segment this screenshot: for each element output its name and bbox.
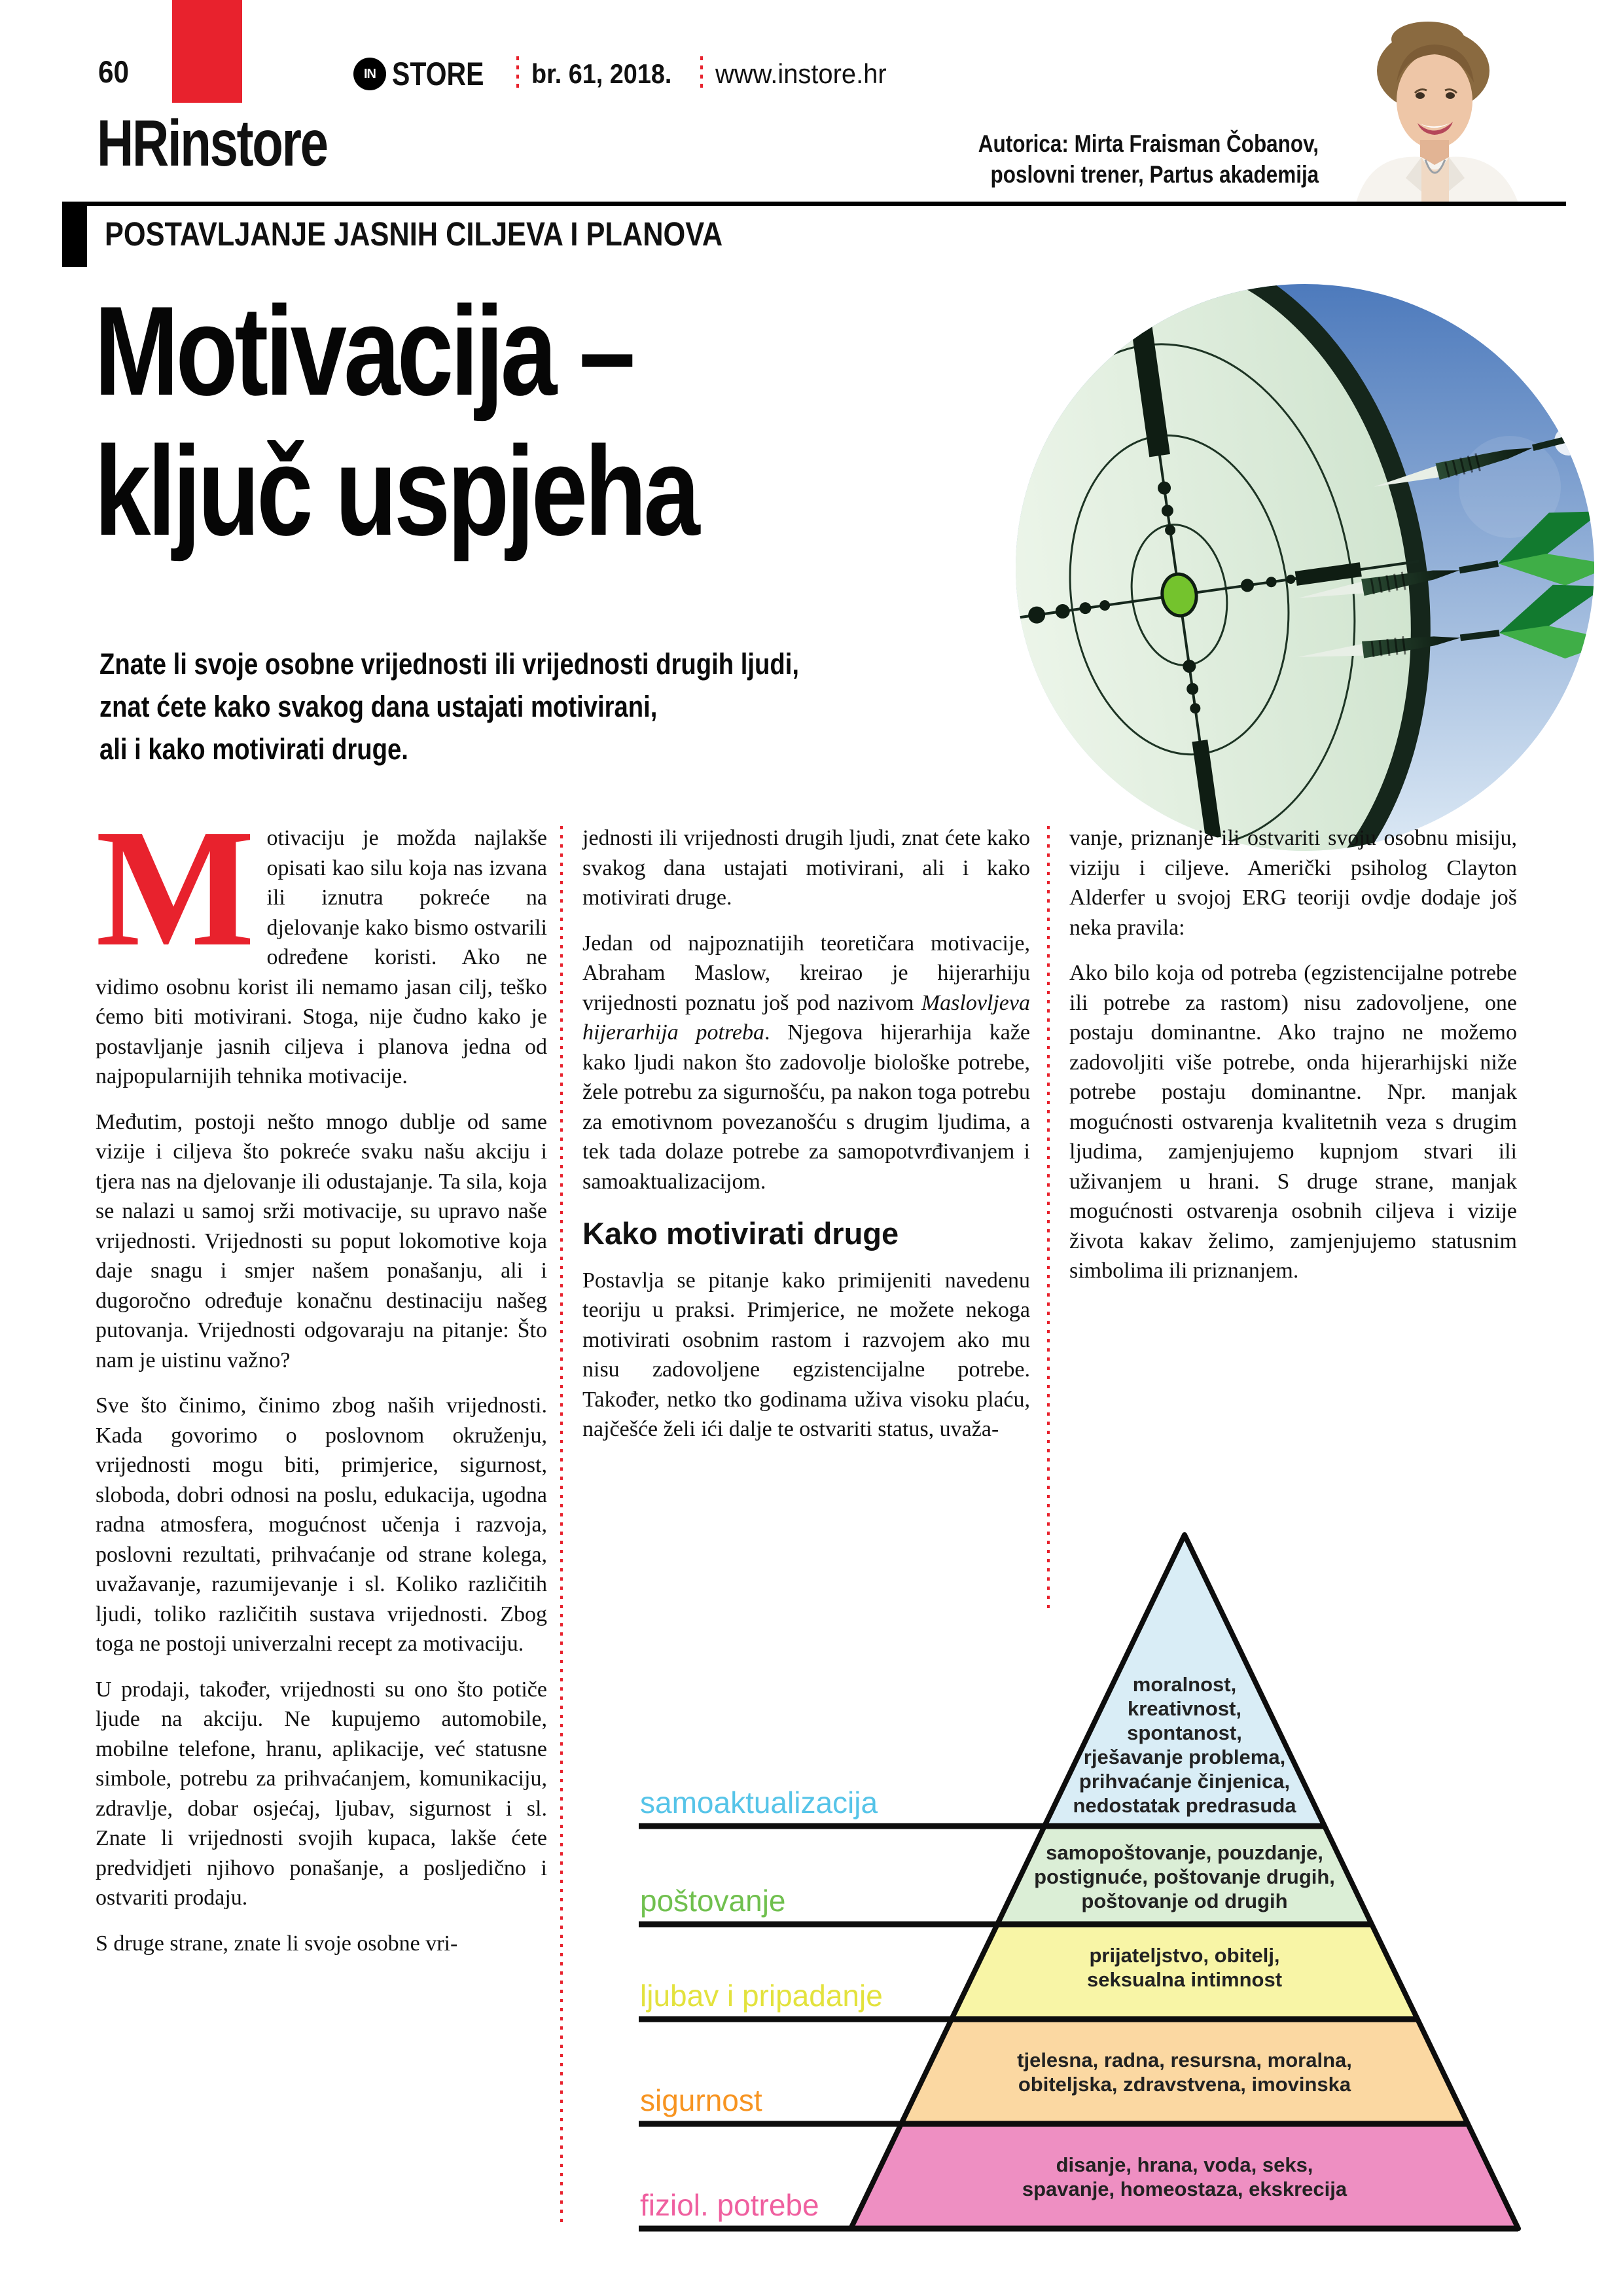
pyramid-label-fiziol: fiziol. potrebe: [640, 2188, 819, 2222]
instore-logo-icon: [353, 58, 386, 90]
dotted-separator-icon: [700, 56, 703, 92]
level3-text: prijateljstvo, obitelj,: [1089, 1944, 1280, 1967]
column-separator: [560, 826, 563, 2227]
column-separator: [1047, 826, 1050, 1611]
pyramid-label-ljubav: ljubav i pripadanje: [640, 1979, 883, 2013]
subtitle-line: Znate li svoje osobne vrijednosti ili vrijednosti drugih ljudi,: [99, 647, 800, 681]
paragraph: Sve što činimo, činimo zbog naših vrijednosti. Kada govorimo o poslovnom okruženju, vrijednosti mogu biti, primjerice, sigurnost, sloboda, dobri odnosi na poslu, edukacija, ugodna radna atmosfera, mogućnost učenja i razvoja, poslovni rezultati, prihvaćanje od strane kolega, uvažavanje, razumijevanje i sl. Koliko različitih ljudi, toliko različitih sustava vrijednosti. Zbog toga ne postoji univerzalni recept za motivaciju.: [96, 1393, 547, 1656]
level3-text: seksualna intimnost: [1086, 1968, 1283, 1991]
body-column-1: [96, 794, 547, 1974]
subtitle-line: znat ćete kako svakog dana ustajati motivirani,: [99, 690, 658, 723]
level4-text: tjelesna, radna, resursna, moralna,: [1017, 2049, 1352, 2072]
paragraph: S druge strane, znate li svoje osobne vri-: [96, 1931, 458, 1956]
masthead: [353, 55, 895, 93]
issue-number: br. 61, 2018.: [531, 58, 672, 89]
paragraph: Jedan od najpoznatijih teoretičara motivacije, Abraham Maslow, kreirao je hijerarhiju vrijednosti poznatu još pod nazivom Maslovljeva hijerarhija potreba. Njegova hijerarhija kaže kako ljudi nakon što zadovolje biološke potrebe, žele potrebu za sigurnošću, pa nakon toga potrebu za emotivnom povezanošću s drugim ljudima, a tek tada dolaze potrebe za samopotvrđivanjem i samoaktualizacijom.: [582, 931, 1031, 1194]
author-line: Autorica: Mirta Fraisman Čobanov,: [978, 130, 1319, 157]
paragraph: jednosti ili vrijednosti drugih ljudi, znat ćete kako svakog dana ustajati motivirani, ali i kako motivirati druge.: [582, 826, 1030, 910]
level5-text: spavanje, homeostaza, ekskrecija: [1022, 2178, 1347, 2200]
level1-text: moralnost,: [1132, 1673, 1237, 1696]
level1-text: rješavanje problema,: [1083, 1746, 1286, 1768]
title-line: ključ uspjeha: [94, 420, 697, 562]
body-column-2: [582, 823, 1030, 1460]
author-portrait-graphic: [1329, 17, 1544, 203]
level2-text: samopoštovanje, pouzdanje,: [1046, 1841, 1323, 1864]
paragraph: Međutim, postoji nešto mnogo dublje od same vizije i ciljeva što pokreće svaku našu akciju i tjera nas na djelovanje ili odustajanje. Ta sila, koja se nalazi u samoj srži motivacije, su upravo naše vrijednosti. Vrijednosti su poput lokomotive koja daje snagu i smjer našem ponašanju, ali i dugoročno određuje konačnu destinaciju našeg putovanja. Vrijednosti odgovaraju na pitanje: Što nam je uistinu važno?: [96, 1109, 547, 1372]
header-rule: [62, 202, 1566, 206]
dropcap: M: [96, 794, 255, 981]
section-title: HRinstore: [97, 107, 327, 180]
kicker-bar: [62, 202, 87, 267]
level1-text: nedostatak predrasuda: [1073, 1794, 1296, 1817]
pyramid-level-4: [901, 2019, 1468, 2124]
masthead-red-block: [172, 0, 242, 103]
level1-text: spontanost,: [1127, 1721, 1242, 1744]
paragraph: Ako bilo koja od potreba (egzistencijalne potrebe ili potrebe za rastom) nisu zadovoljene, one postaju dominantne. Ako trajno ne možemo zadovoljiti više potrebe, onda hijerarhijski niže potrebe postaju dominantne. Npr. manjak mogućnosti ostvarenja kvalitetnih veza s drugim ljudima, zamjenjujemo kupnjom stvari ili uživanjem u hrani. S druge strane, manjak mogućnosti ostvarenja osobnih ciljeva i vizije života kakav želimo, zamjenjujemo statusnim simbolima ili priznanjem.: [1069, 961, 1517, 1283]
level1-text: prihvaćanje činjenica,: [1079, 1770, 1291, 1793]
author-photo: [1329, 17, 1544, 203]
paragraph: U prodaji, također, vrijednosti su ono što potiče ljude na akciju. Ne kupujemo automobile, mobilne telefone, hranu, aplikacije, već statusne simbole, potrebu za prihvaćanjem, komunikaciju, zdravlje, dobar osjećaj, ljubav, sigurnost i sl. Znate li vrijednosti svojih kupaca, lakše ćete predvidjeti njihovo ponašanje, a posljedično i ostvariti prodaju.: [96, 1677, 547, 1910]
level1-text: kreativnost,: [1127, 1697, 1242, 1720]
pyramid-graphic: [619, 1520, 1588, 2259]
author-credit: [918, 128, 1319, 190]
article-subtitle: [99, 643, 923, 770]
dartboard-graphic: [1016, 284, 1594, 851]
instore-logo-text: STORE: [392, 56, 484, 92]
italic-term: Maslovljeva hijerarhija potreba: [582, 990, 1030, 1045]
maslow-pyramid-diagram: [619, 1520, 1588, 2259]
body-column-3: [1069, 823, 1517, 1302]
website-url: www.instore.hr: [715, 58, 887, 89]
level4-text: obiteljska, zdravstvena, imovinska: [1018, 2073, 1351, 2096]
level2-text: poštovanje od drugih: [1081, 1890, 1288, 1912]
page-number: 60: [98, 54, 130, 89]
paragraph: Motivaciju je možda najlakše opisati kao silu koja nas izvana ili iznutra pokreće na djelovanje kako bismo ostvarili određene koristi. Ako ne vidimo osobnu korist ili nemamo jasan cilj, teško ćemo biti motivirani. Stoga, nije čudno kako je postavljanje jasnih ciljeva i planova jedna od najpopularnijih tehnika motivacije.: [96, 794, 547, 1088]
dotted-separator-icon: [516, 56, 519, 92]
pyramid-level-5: [851, 2124, 1518, 2229]
pyramid-label-samoaktualizacija: samoaktualizacija: [640, 1785, 878, 1820]
section-subhead: Kako motivirati druge: [582, 1216, 899, 1251]
paragraph: Postavlja se pitanje kako primijeniti navedenu teoriju u praksi. Primjerice, ne možete nekoga motivirati osobnim rastom i razvojem ako mu nisu zadovoljene egzistencijalne potrebe. Također, netko tko godinama uživa visoku plaću, najčešće želi ići dalje te ostvariti status, uvaža-: [582, 1268, 1030, 1441]
title-line: Motivacija –: [94, 280, 633, 422]
instore-logo-in: IN: [364, 66, 376, 81]
paragraph: vanje, priznanje ili ostvariti svoju osobnu misiju, viziju i ciljeve. Američki psiholog Clayton Alderfer u svojoj ERG teoriji ovdje dodaje još neka pravila:: [1069, 826, 1517, 940]
level2-text: postignuće, poštovanje drugih,: [1034, 1865, 1335, 1888]
author-line: poslovni trener, Partus akademija: [990, 161, 1319, 188]
subtitle-line: ali i kako motivirati druge.: [99, 732, 408, 766]
pyramid-label-sigurnost: sigurnost: [640, 2083, 762, 2117]
article-title: [94, 281, 847, 562]
kicker: POSTAVLJANJE JASNIH CILJEVA I PLANOVA: [105, 215, 723, 253]
dartboard-image: [1016, 284, 1594, 851]
level5-text: disanje, hrana, voda, seks,: [1056, 2153, 1313, 2176]
pyramid-label-postovanje: poštovanje: [640, 1884, 786, 1918]
